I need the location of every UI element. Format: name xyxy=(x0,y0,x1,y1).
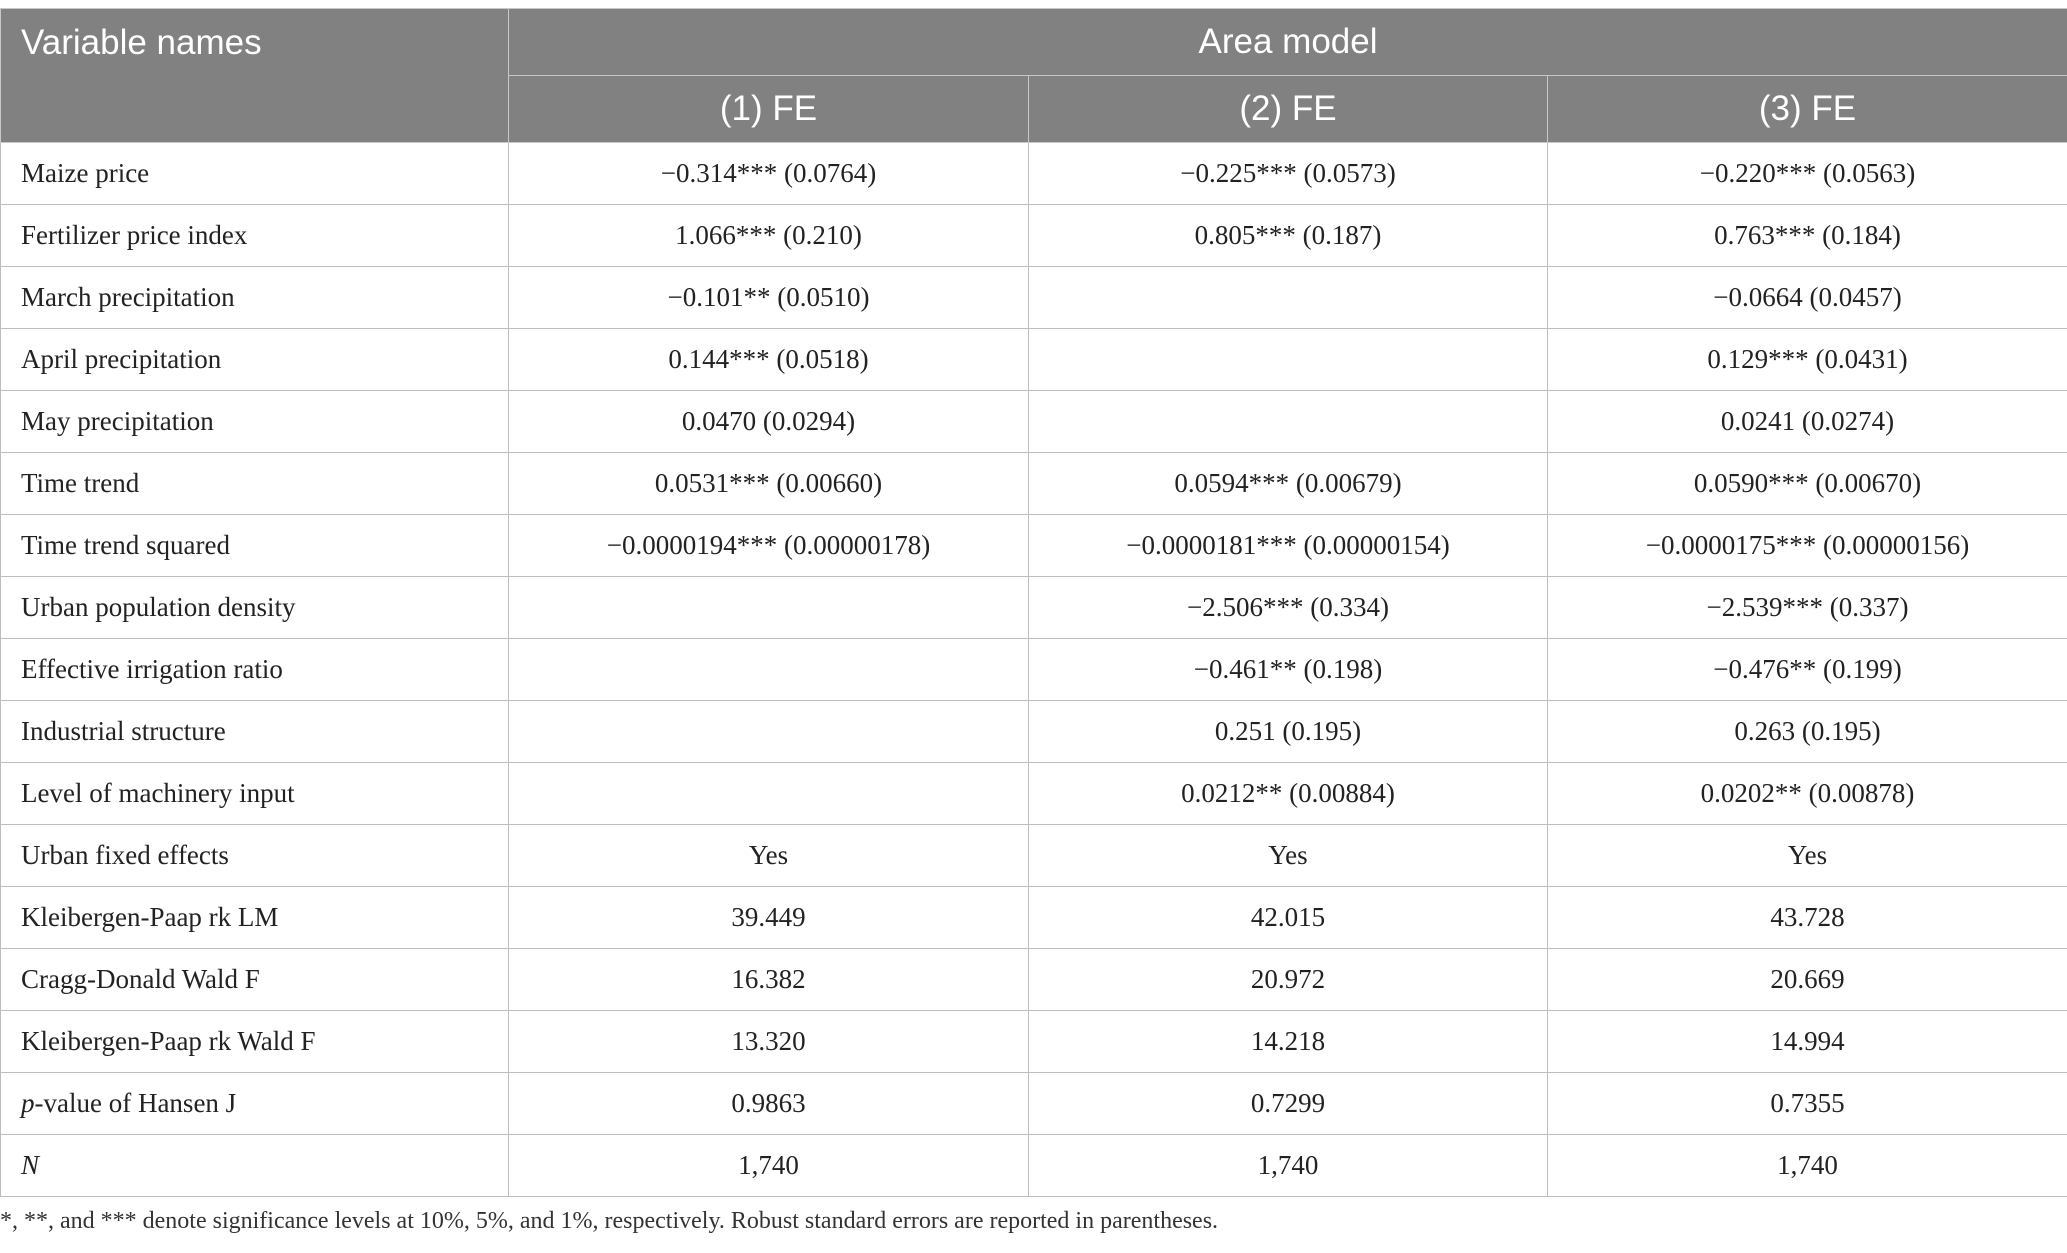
italic-n: N xyxy=(21,1150,40,1180)
cell-model-1: −0.101** (0.0510) xyxy=(509,267,1029,329)
cell-model-1: 0.0470 (0.0294) xyxy=(509,391,1029,453)
regression-table xyxy=(0,8,2067,1197)
cell-model-1: −0.0000194*** (0.00000178) xyxy=(509,515,1029,577)
row-label-n xyxy=(1,1135,509,1197)
cell-model-2: 0.0594*** (0.00679) xyxy=(1029,453,1548,515)
table-body xyxy=(1,143,2067,1197)
table-row xyxy=(1,949,2067,1011)
row-label: Maize price xyxy=(1,143,509,205)
label-rest: -value of Hansen J xyxy=(34,1088,237,1118)
header-model-2: (2) FE xyxy=(1029,76,1548,143)
cell-model-1: 13.320 xyxy=(509,1011,1029,1073)
cell-model-2: 0.805*** (0.187) xyxy=(1029,205,1548,267)
row-label: Industrial structure xyxy=(1,701,509,763)
table-row xyxy=(1,515,2067,577)
table-row xyxy=(1,391,2067,453)
cell-model-2: 20.972 xyxy=(1029,949,1548,1011)
row-label: Urban fixed effects xyxy=(1,825,509,887)
cell-model-1: Yes xyxy=(509,825,1029,887)
row-label: Fertilizer price index xyxy=(1,205,509,267)
table-row xyxy=(1,1073,2067,1135)
cell-model-3: 0.763*** (0.184) xyxy=(1548,205,2067,267)
cell-model-2 xyxy=(1029,267,1548,329)
cell-model-1: 16.382 xyxy=(509,949,1029,1011)
cell-model-3: −0.0000175*** (0.00000156) xyxy=(1548,515,2067,577)
table-row xyxy=(1,143,2067,205)
table-row xyxy=(1,825,2067,887)
table-row xyxy=(1,329,2067,391)
header-model-1: (1) FE xyxy=(509,76,1029,143)
row-label: Cragg-Donald Wald F xyxy=(1,949,509,1011)
cell-model-2: 0.251 (0.195) xyxy=(1029,701,1548,763)
cell-model-3: −0.0664 (0.0457) xyxy=(1548,267,2067,329)
cell-model-2: 14.218 xyxy=(1029,1011,1548,1073)
cell-model-2: 0.7299 xyxy=(1029,1073,1548,1135)
row-label: Time trend squared xyxy=(1,515,509,577)
row-label: Kleibergen-Paap rk LM xyxy=(1,887,509,949)
cell-model-2 xyxy=(1029,329,1548,391)
row-label-hansen xyxy=(1,1073,509,1135)
table-row xyxy=(1,205,2067,267)
cell-model-3: 14.994 xyxy=(1548,1011,2067,1073)
cell-model-3: 0.0202** (0.00878) xyxy=(1548,763,2067,825)
cell-model-2: 0.0212** (0.00884) xyxy=(1029,763,1548,825)
table-footnote: *, **, and *** denote significance levels at 10%, 5%, and 1%, respectively. Robust standard errors are reported in parentheses. xyxy=(0,1208,1219,1234)
table-row xyxy=(1,267,2067,329)
cell-model-1: 1,740 xyxy=(509,1135,1029,1197)
cell-model-1: 1.066*** (0.210) xyxy=(509,205,1029,267)
row-label: Urban population density xyxy=(1,577,509,639)
table-row xyxy=(1,577,2067,639)
cell-model-1: 0.0531*** (0.00660) xyxy=(509,453,1029,515)
cell-model-1: −0.314*** (0.0764) xyxy=(509,143,1029,205)
cell-model-3: −2.539*** (0.337) xyxy=(1548,577,2067,639)
cell-model-2: −0.461** (0.198) xyxy=(1029,639,1548,701)
cell-model-3: 43.728 xyxy=(1548,887,2067,949)
row-label: March precipitation xyxy=(1,267,509,329)
cell-model-2: 42.015 xyxy=(1029,887,1548,949)
cell-model-3: Yes xyxy=(1548,825,2067,887)
cell-model-1 xyxy=(509,639,1029,701)
table-row xyxy=(1,887,2067,949)
cell-model-1: 39.449 xyxy=(509,887,1029,949)
cell-model-2: Yes xyxy=(1029,825,1548,887)
row-label: Effective irrigation ratio xyxy=(1,639,509,701)
header-variable-names: Variable names xyxy=(1,9,509,143)
table-row xyxy=(1,1135,2067,1197)
cell-model-3: 0.129*** (0.0431) xyxy=(1548,329,2067,391)
cell-model-1 xyxy=(509,763,1029,825)
table-row xyxy=(1,1011,2067,1073)
cell-model-3: 0.0590*** (0.00670) xyxy=(1548,453,2067,515)
cell-model-2: −0.0000181*** (0.00000154) xyxy=(1029,515,1548,577)
row-label: Level of machinery input xyxy=(1,763,509,825)
cell-model-3: 1,740 xyxy=(1548,1135,2067,1197)
cell-model-1 xyxy=(509,577,1029,639)
cell-model-2: −0.225*** (0.0573) xyxy=(1029,143,1548,205)
cell-model-2: −2.506*** (0.334) xyxy=(1029,577,1548,639)
cell-model-3: 20.669 xyxy=(1548,949,2067,1011)
table-header xyxy=(1,9,2067,143)
cell-model-3: 0.263 (0.195) xyxy=(1548,701,2067,763)
row-label: Kleibergen-Paap rk Wald F xyxy=(1,1011,509,1073)
header-model-3: (3) FE xyxy=(1548,76,2067,143)
cell-model-2: 1,740 xyxy=(1029,1135,1548,1197)
cell-model-1 xyxy=(509,701,1029,763)
cell-model-3: 0.0241 (0.0274) xyxy=(1548,391,2067,453)
row-label: Time trend xyxy=(1,453,509,515)
cell-model-1: 0.9863 xyxy=(509,1073,1029,1135)
cell-model-3: −0.476** (0.199) xyxy=(1548,639,2067,701)
table-row xyxy=(1,639,2067,701)
row-label: May precipitation xyxy=(1,391,509,453)
cell-model-2 xyxy=(1029,391,1548,453)
header-area-model: Area model xyxy=(509,9,2067,76)
cell-model-1: 0.144*** (0.0518) xyxy=(509,329,1029,391)
italic-p: p xyxy=(21,1088,35,1118)
table-container xyxy=(0,8,2067,1197)
table-row xyxy=(1,453,2067,515)
cell-model-3: 0.7355 xyxy=(1548,1073,2067,1135)
table-row xyxy=(1,701,2067,763)
table-row xyxy=(1,763,2067,825)
row-label: April precipitation xyxy=(1,329,509,391)
header-row-group xyxy=(1,9,2067,76)
cell-model-3: −0.220*** (0.0563) xyxy=(1548,143,2067,205)
